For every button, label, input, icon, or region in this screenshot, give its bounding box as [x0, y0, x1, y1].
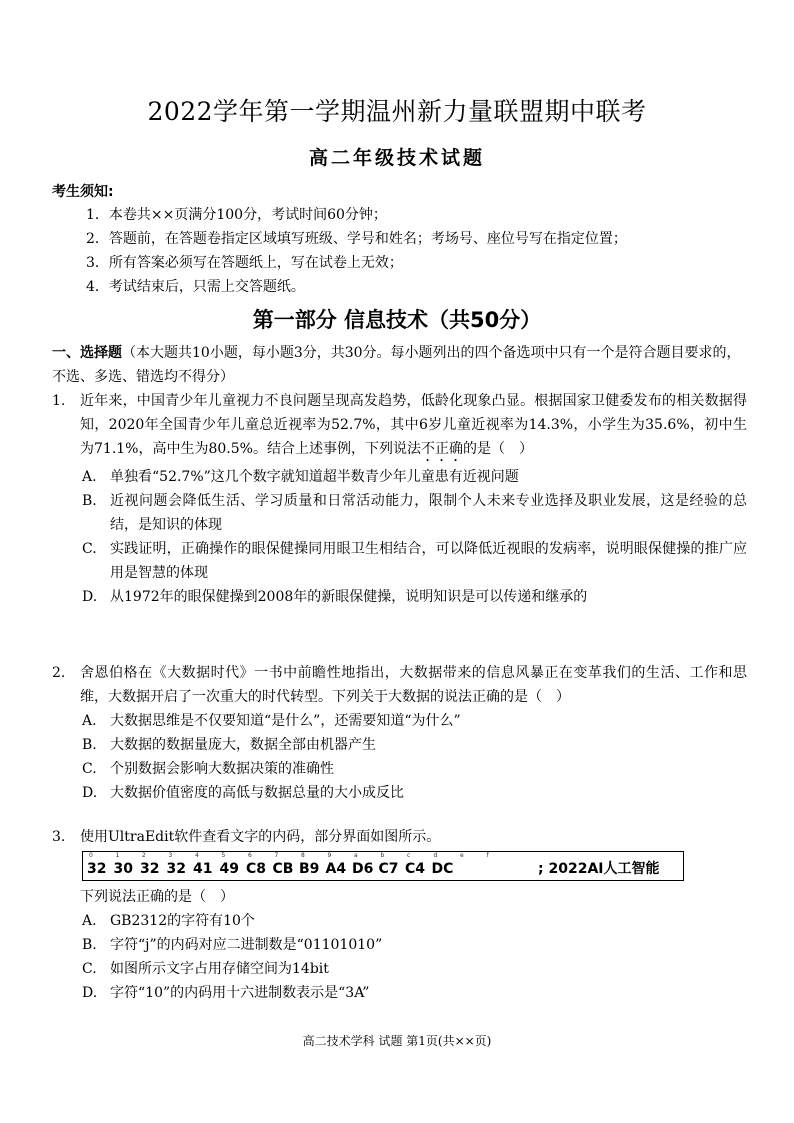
hex-ruler-tick: d — [433, 852, 438, 859]
question-number: 1. — [52, 393, 66, 409]
option-d — [82, 781, 747, 805]
hex-ruler-tick: 1 — [115, 852, 120, 859]
option-label: D. — [82, 589, 98, 605]
hex-text-preview: ; 2022AI人工智能 — [538, 861, 660, 877]
option-a — [82, 709, 747, 733]
hex-byte: 49 — [219, 861, 239, 877]
option-a — [82, 465, 747, 489]
option-label: C. — [82, 541, 97, 557]
option-text: 单独看“52.7%”这几个数字就知道超半数青少年儿童患有近视问题 — [110, 469, 519, 485]
notice-item: 2．答题前，在答题卷指定区域填写班级、学号和姓名；考场号、座位号写在指定位置； — [86, 231, 627, 247]
notice-heading: 考生须知: — [52, 184, 114, 200]
hex-byte: 32 — [87, 861, 107, 877]
option-d — [82, 981, 747, 1005]
hex-ruler-tick: c — [407, 852, 411, 859]
hex-byte: C7 — [378, 861, 399, 877]
option-text: 个别数据会影响大数据决策的准确性 — [110, 761, 334, 777]
hex-ruler-tick: a — [354, 852, 358, 859]
option-label: C. — [82, 761, 97, 777]
option-text: 从1972年的眼保健操到2008年的新眼保健操，说明知识是可以传递和继承的 — [110, 589, 588, 605]
hex-byte: B9 — [299, 861, 320, 877]
option-text: 如图所示文字占用存储空间为14bit — [110, 961, 329, 977]
option-label: C. — [82, 961, 97, 977]
hex-byte: 30 — [113, 861, 133, 877]
emphasis-text: 不正确 — [420, 441, 463, 457]
hex-byte: CB — [272, 861, 294, 877]
intro-label: 一、选择题 — [52, 345, 122, 361]
option-c — [82, 537, 747, 585]
option-c — [82, 957, 747, 981]
option-b — [82, 733, 747, 757]
notice-item: 4．考试结束后，只需上交答题纸。 — [86, 279, 305, 295]
hex-byte: 32 — [140, 861, 160, 877]
option-d — [82, 585, 747, 609]
stem-text: 近年来，中国青少年儿童视力不良问题呈现高发趋势，低龄化现象凸显。根据国家卫健委发布的相关数据得知，2020年全国青少年儿童总近视率为52.7%，其中6岁儿童近视率为14.3%，小学生为35.6%，初中生为71.1%，高中生为80.5%。结合上述事例，下列说法 — [80, 393, 747, 457]
hex-byte: D6 — [352, 861, 374, 877]
hex-ruler-tick: e — [460, 852, 464, 859]
hex-byte: A4 — [325, 861, 347, 877]
hex-ruler-tick: 6 — [248, 852, 252, 859]
option-label: A. — [82, 913, 97, 929]
option-label: D. — [82, 785, 98, 801]
question-stem: 舍恩伯格在《大数据时代》一书中前瞻性地指出，大数据带来的信息风暴正在变革我们的生活、工作和思维，大数据开启了一次重大的时代转型。下列关于大数据的说法正确的是（ ） — [80, 665, 747, 705]
hex-byte: C4 — [405, 861, 426, 877]
question-3 — [52, 825, 747, 1005]
option-text: 实践证明，正确操作的眼保健操同用眼卫生相结合，可以降低近视眼的发病率，说明眼保健操的推广应用是智慧的体现 — [110, 541, 747, 581]
hex-byte: 41 — [193, 861, 213, 877]
option-label: B. — [82, 737, 97, 753]
option-label: A. — [82, 469, 97, 485]
question-prompt: 下列说法正确的是（ ） — [80, 889, 234, 905]
hex-byte: 32 — [166, 861, 186, 877]
option-label: D. — [82, 985, 98, 1001]
option-text: 近视问题会降低生活、学习质量和日常活动能力，限制个人未来专业选择及职业发展，这是经验的总结，是知识的体现 — [110, 493, 747, 533]
hex-ruler-tick: 3 — [168, 852, 173, 859]
hex-ruler-tick: 2 — [142, 852, 146, 859]
question-stem: 使用UltraEdit软件查看文字的内码，部分界面如图所示。 — [80, 829, 441, 845]
option-text: 大数据价值密度的高低与数据总量的大小成反比 — [110, 785, 404, 801]
hex-ruler-tick: 5 — [221, 852, 226, 859]
option-text: GB2312的字符有10个 — [110, 913, 255, 929]
section-intro — [52, 341, 747, 389]
question-number: 3. — [52, 829, 66, 845]
exam-subtitle: 高二年级技术试题 — [308, 147, 485, 169]
stem-text-end: 的是（ ） — [462, 441, 533, 457]
question-stem — [80, 389, 747, 465]
page-footer: 高二技术学科 试题 第1页(共××页) — [302, 1034, 492, 1048]
notice-item: 3．所有答案必须写在答题纸上，写在试卷上无效； — [86, 255, 403, 271]
question-number: 2. — [52, 665, 66, 681]
hex-ruler-tick: 7 — [274, 852, 279, 859]
hex-ruler-tick: 0 — [89, 852, 93, 859]
option-label: A. — [82, 713, 97, 729]
option-text: 字符“j”的内码对应二进制数是“01101010” — [110, 937, 383, 953]
hex-byte: C8 — [246, 861, 267, 877]
hex-ruler-tick: b — [380, 852, 385, 859]
option-a — [82, 909, 747, 933]
option-b — [82, 933, 747, 957]
question-2 — [52, 661, 747, 805]
option-label: B. — [82, 493, 97, 509]
option-text: 大数据思维是不仅要知道“是什么”，还需要知道“为什么” — [110, 713, 461, 729]
option-text: 字符“10”的内码用十六进制数表示是“3A” — [110, 985, 370, 1001]
option-b — [82, 489, 747, 537]
hex-ruler-tick: 9 — [327, 852, 332, 859]
question-1 — [52, 389, 747, 609]
notice-item: 1．本卷共××页满分100分，考试时间60分钟； — [86, 207, 387, 223]
option-label: B. — [82, 937, 97, 953]
option-text: 大数据的数据量庞大，数据全部由机器产生 — [110, 737, 376, 753]
section-heading: 第一部分 信息技术（共50分） — [252, 308, 542, 332]
notice-list — [86, 203, 627, 299]
exam-title: 2022学年第一学期温州新力量联盟期中联考 — [147, 97, 647, 126]
option-c — [82, 757, 747, 781]
hex-ruler-tick: f — [486, 852, 489, 859]
hex-bytes — [87, 859, 458, 879]
hex-byte: DC — [431, 861, 454, 877]
intro-text: （本大题共10小题，每小题3分，共30分。每小题列出的四个备选项中只有一个是符合题目要求的，不选、多选、错选均不得分） — [52, 345, 741, 385]
hex-ruler-tick: 4 — [195, 852, 199, 859]
ultraedit-hex-view — [82, 851, 684, 881]
hex-ruler-tick: 8 — [301, 852, 305, 859]
